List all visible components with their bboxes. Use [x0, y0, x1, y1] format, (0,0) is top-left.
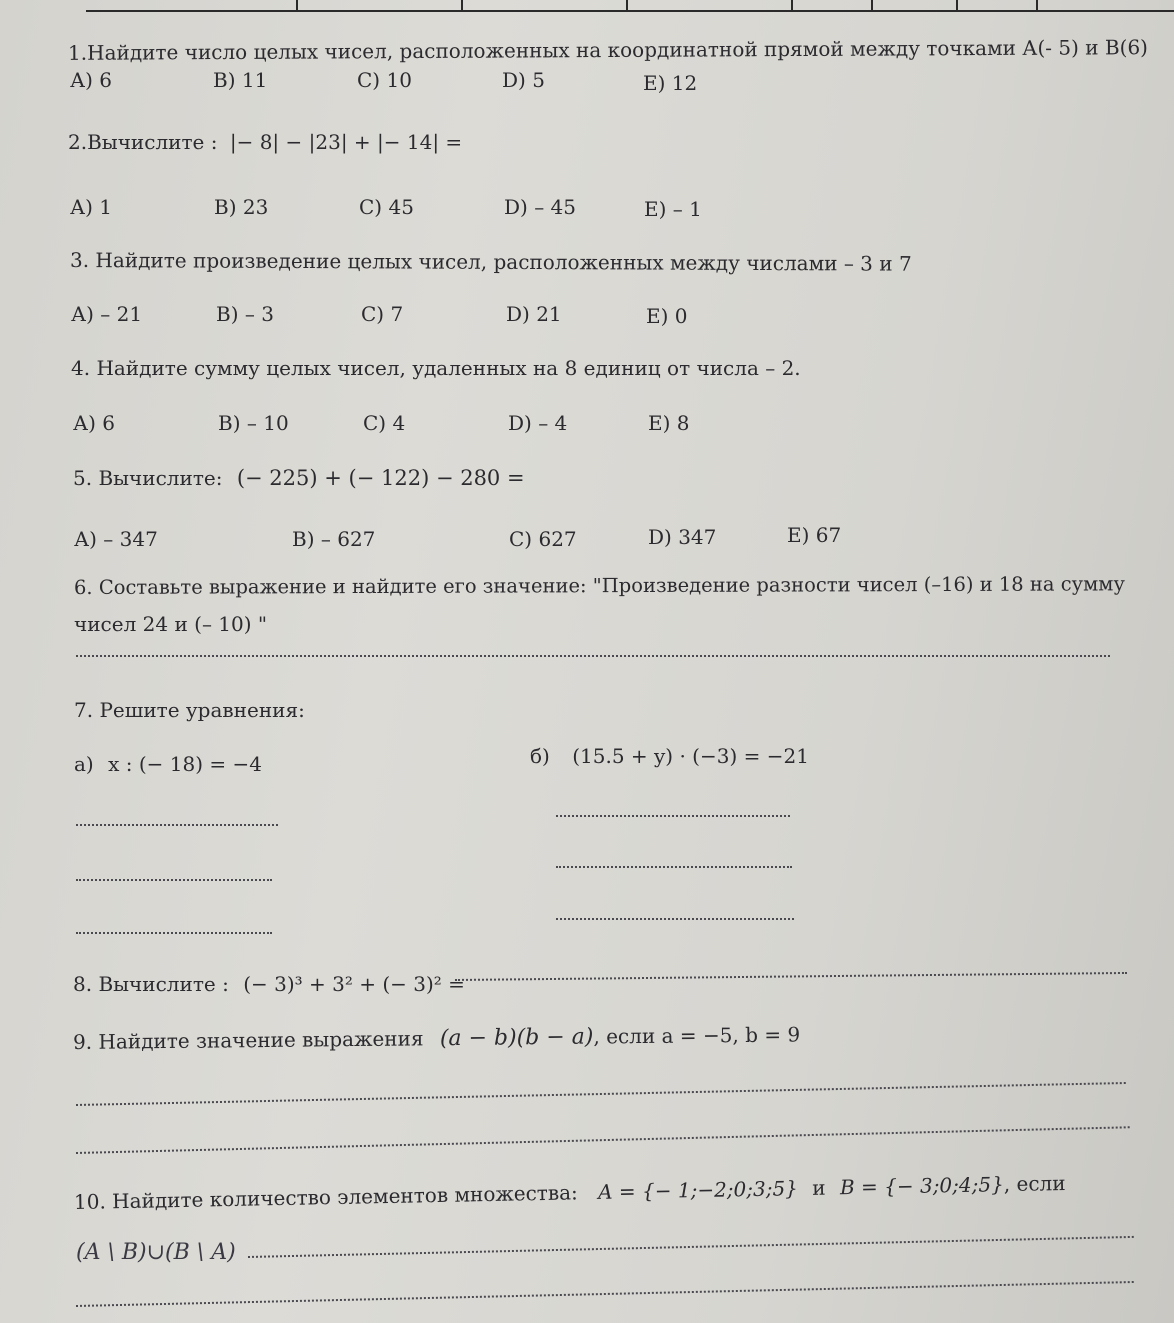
question-6-line-2: чисел 24 и (– 10) " — [74, 612, 268, 636]
set-b: B = {− 3;0;4;5} — [839, 1172, 1005, 1200]
option-e: Е) 12 — [643, 71, 698, 95]
answer-line-8 — [455, 972, 1127, 981]
option-a: А) 1 — [70, 195, 113, 219]
option-d: D) 347 — [648, 525, 717, 549]
question-9-condition: , если a = −5, b = 9 — [593, 1022, 801, 1049]
option-a: А) – 21 — [71, 302, 143, 326]
option-a: А) 6 — [70, 68, 113, 92]
set-expression: (A \ B)∪(B \ A) — [76, 1240, 236, 1265]
option-c: С) 627 — [509, 527, 577, 551]
question-5 — [73, 466, 525, 490]
set-a: A = {− 1;−2;0;3;5} — [597, 1176, 799, 1204]
equation-b — [530, 744, 809, 768]
question-8-expression: (− 3)³ + 3² + (− 3)² = — [243, 972, 465, 996]
option-a: А) – 347 — [74, 527, 158, 551]
question-5-expression: (− 225) + (− 122) − 280 = — [236, 466, 525, 490]
question-9 — [73, 1022, 800, 1055]
equation-b-label: б) — [530, 744, 550, 768]
question-4-text: 4. Найдите сумму целых чисел, удаленных на 8 единиц от числа – 2. — [71, 356, 801, 380]
equation-a — [74, 752, 262, 776]
question-2 — [68, 130, 462, 154]
question-2-text: 2.Вычислите : — [68, 130, 218, 154]
option-c: С) 4 — [363, 411, 406, 435]
option-c: С) 45 — [359, 195, 414, 219]
question-7-title: 7. Решите уравнения: — [74, 698, 305, 722]
question-10-condition: , если — [1003, 1170, 1066, 1197]
answer-line-7b-1 — [556, 815, 790, 817]
question-10-text: 10. Найдите количество элементов множества: — [73, 1180, 578, 1214]
question-5-text: 5. Вычислите: — [73, 466, 223, 490]
option-c: С) 7 — [361, 302, 404, 326]
option-b: В) – 627 — [292, 527, 376, 551]
question-10 — [74, 1171, 1066, 1214]
question-3-text: 3. Найдите произведение целых чисел, расположенных между числами – 3 и 7 — [69, 248, 912, 276]
option-d: D) 21 — [506, 302, 562, 326]
answer-line-9-2 — [76, 1126, 1130, 1154]
answer-line-10-2 — [76, 1281, 1134, 1307]
option-e: Е) 67 — [787, 523, 842, 547]
answer-line-7b-2 — [556, 866, 792, 868]
option-d: D) – 45 — [504, 195, 577, 219]
option-c: С) 10 — [357, 68, 412, 92]
answer-line-9-1 — [76, 1082, 1126, 1106]
answer-line-7a-3 — [76, 932, 272, 934]
equation-a-expression: x : (− 18) = −4 — [108, 752, 262, 776]
question-6-line-1: 6. Составьте выражение и найдите его значение: "Произведение разности чисел (–16) и 18 на сумму — [73, 572, 1125, 599]
answer-line-6 — [76, 655, 1110, 657]
equation-a-label: а) — [74, 752, 94, 776]
option-b: В) 11 — [213, 68, 268, 92]
option-e: Е) 8 — [648, 411, 690, 435]
option-e: Е) 0 — [646, 304, 688, 328]
question-9-expression: (a − b)(b − a) — [439, 1024, 594, 1052]
option-d: D) – 4 — [508, 411, 568, 435]
equation-b-expression: (15.5 + y) · (−3) = −21 — [572, 744, 809, 768]
answer-line-7a-1 — [76, 824, 278, 826]
answer-line-7a-2 — [76, 879, 272, 881]
answer-line-10-1 — [248, 1236, 1134, 1258]
option-b: В) – 3 — [216, 302, 274, 326]
question-10-and: и — [812, 1175, 826, 1200]
option-b: В) – 10 — [218, 411, 289, 435]
table-border-top — [86, 0, 1174, 12]
question-9-text: 9. Найдите значение выражения — [72, 1026, 424, 1054]
question-2-expression: |− 8| − |23| + |− 14| = — [229, 130, 463, 154]
question-1-text: 1.Найдите число целых чисел, расположенных на координатной прямой между точками А(- 5) и В(6) — [67, 35, 1149, 65]
option-a: А) 6 — [73, 411, 116, 435]
option-e: Е) – 1 — [644, 197, 702, 221]
option-d: D) 5 — [502, 68, 545, 92]
question-8 — [73, 972, 465, 996]
option-b: В) 23 — [214, 195, 269, 219]
answer-line-7b-3 — [556, 918, 794, 920]
question-8-text: 8. Вычислите : — [73, 972, 229, 996]
